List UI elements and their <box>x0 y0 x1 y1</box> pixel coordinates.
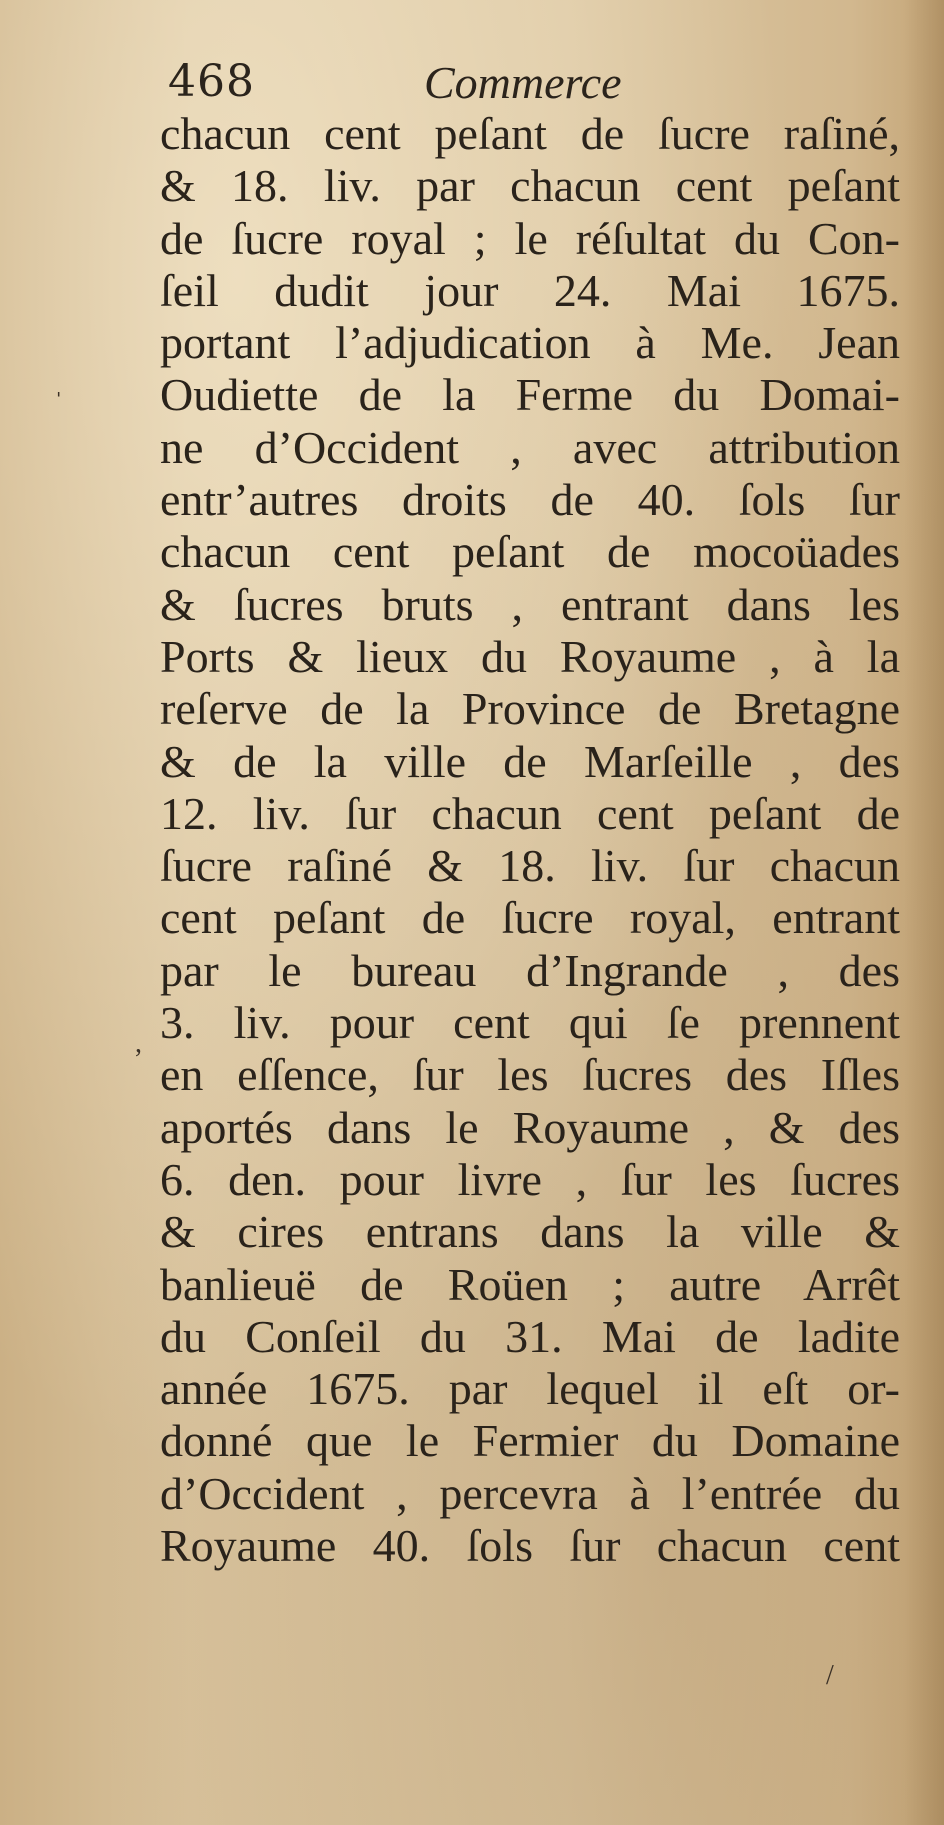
margin-mark: / <box>826 1660 834 1691</box>
text-line: en eſſence, ſur les ſucres des Iſles <box>160 1049 900 1101</box>
text-line: & ſucres bruts , entrant dans les <box>160 578 900 630</box>
text-line: & de la ville de Marſeille , des <box>160 735 900 787</box>
text-line: 3. liv. pour cent qui ſe prennent <box>160 997 900 1049</box>
text-line: de ſucre royal ; le réſultat du Con- <box>160 212 900 264</box>
body-text <box>160 108 900 1572</box>
page-number: 468 <box>168 56 255 107</box>
text-line: chacun cent peſant de ſucre raſiné, <box>160 108 900 159</box>
text-line: & 18. liv. par chacun cent peſant <box>160 160 900 212</box>
text-line: du Conſeil du 31. Mai de ladite <box>160 1310 900 1362</box>
text-line: d’Occident , percevra à l’entrée du <box>160 1467 900 1519</box>
text-line: Oudiette de la Ferme du Domai- <box>160 369 900 421</box>
text-line: ſucre raſiné & 18. liv. ſur chacun <box>160 840 900 892</box>
text-line: par le bureau d’Ingrande , des <box>160 944 900 996</box>
text-line: & cires entrans dans la ville & <box>160 1206 900 1258</box>
text-line: entr’autres droits de 40. ſols ſur <box>160 474 900 526</box>
margin-mark: , <box>135 1028 142 1059</box>
page-edge-shadow <box>904 0 944 1825</box>
text-line: chacun cent peſant de mocoüades <box>160 526 900 578</box>
text-line: Ports & lieux du Royaume , à la <box>160 630 900 682</box>
text-line: 12. liv. ſur chacun cent peſant de <box>160 787 900 839</box>
text-line: portant l’adjudication à Me. Jean <box>160 317 900 369</box>
text-line: 6. den. pour livre , ſur les ſucres <box>160 1153 900 1205</box>
running-head: Commerce <box>424 57 622 108</box>
text-line: Royaume 40. ſols ſur chacun cent <box>160 1520 900 1572</box>
text-line: donné que le Fermier du Domaine <box>160 1415 900 1467</box>
text-line: année 1675. par lequel il eſt or- <box>160 1363 900 1415</box>
margin-mark: ˈ <box>54 388 64 419</box>
text-line: ſeil dudit jour 24. Mai 1675. <box>160 264 900 316</box>
text-line: banlieuë de Roüen ; autre Arrêt <box>160 1258 900 1310</box>
text-line: aportés dans le Royaume , & des <box>160 1101 900 1153</box>
text-line: cent peſant de ſucre royal, entrant <box>160 892 900 944</box>
text-line: reſerve de la Province de Bretagne <box>160 683 900 735</box>
text-line: ne d’Occident , avec attribution <box>160 421 900 473</box>
